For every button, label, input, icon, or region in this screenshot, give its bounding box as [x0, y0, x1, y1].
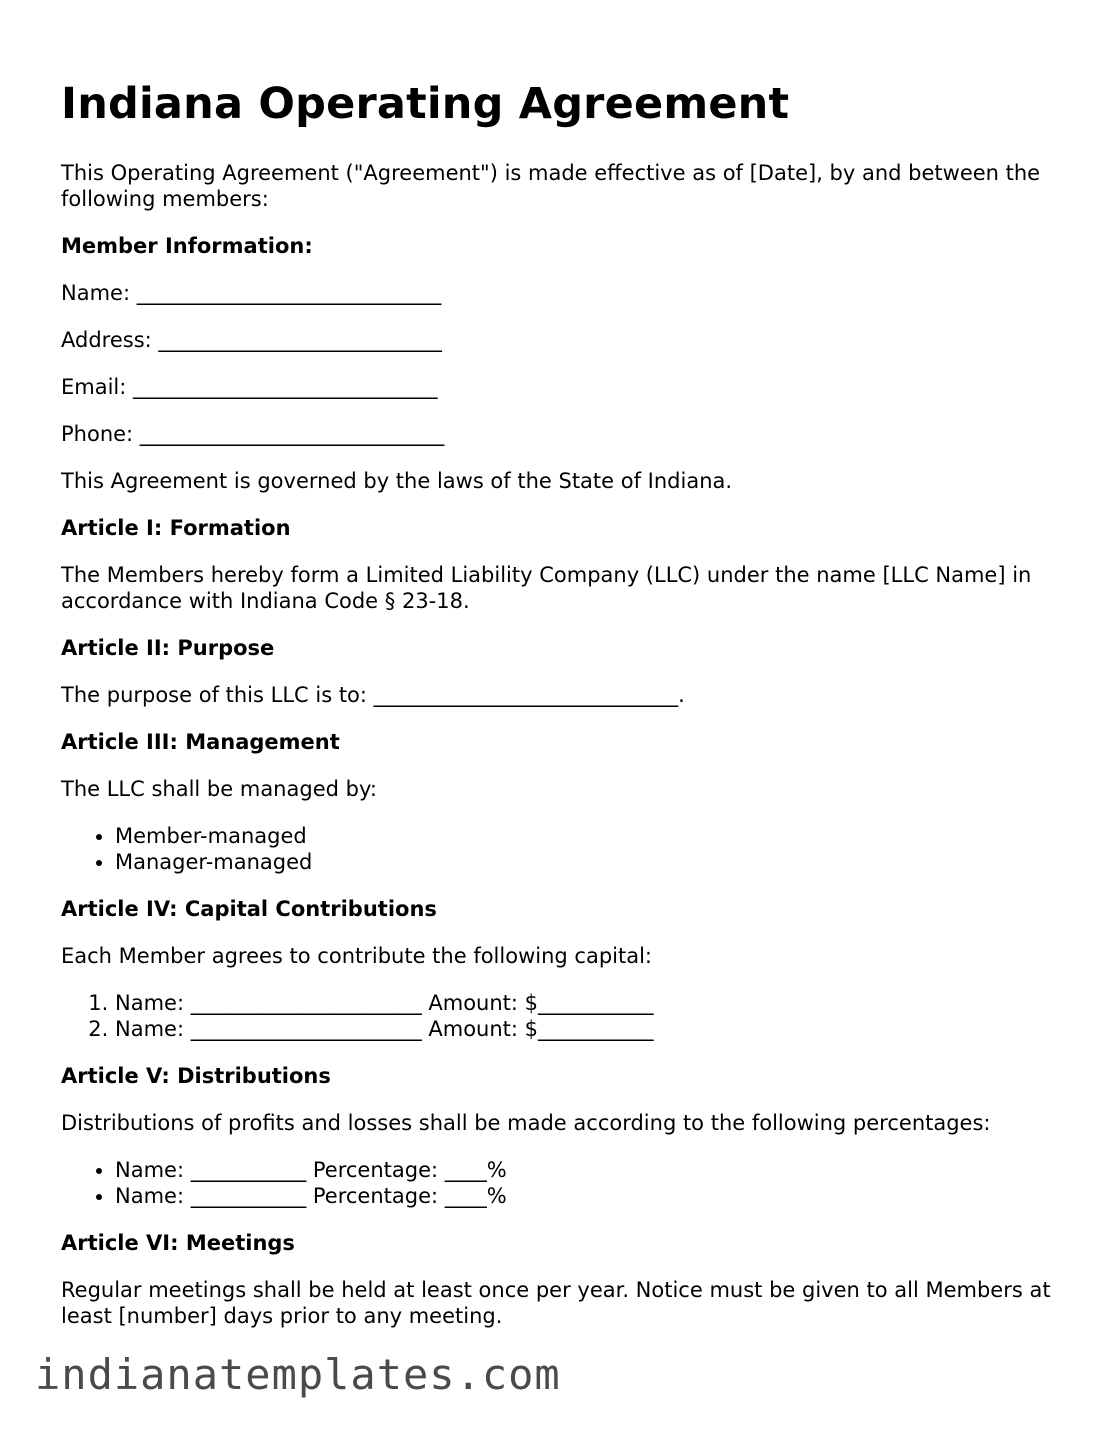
governing-law-paragraph: This Agreement is governed by the laws of the State of Indiana. [61, 469, 733, 493]
document [61, 78, 1051, 1350]
article-5-heading: Article V: Distributions [61, 1064, 331, 1088]
member-phone-field: Phone: _____________________________ [61, 422, 445, 446]
list-item: • Name: ___________ Percentage: ____% [115, 1157, 1051, 1183]
list-item: • Manager-managed [115, 849, 1051, 875]
article-6-heading: Article VI: Meetings [61, 1231, 295, 1255]
distributions-list [61, 1157, 1051, 1209]
member-email-field: Email: _____________________________ [61, 375, 438, 399]
member-info-heading: Member Information: [61, 234, 313, 258]
list-item: • Member-managed [115, 823, 1051, 849]
article-6-text: Regular meetings shall be held at least once per year. Notice must be given to all Members at least [number] days prior to any meeting. [61, 1278, 1051, 1328]
article-1-text: The Members hereby form a Limited Liability Company (LLC) under the name [LLC Name] in accordance with Indiana Code § 23-18. [61, 563, 1032, 613]
article-4-heading: Article IV: Capital Contributions [61, 897, 437, 921]
article-2-text: The purpose of this LLC is to: _____________________________. [61, 683, 685, 707]
intro-paragraph: This Operating Agreement ("Agreement") is made effective as of [Date], by and between the following members: [61, 161, 1041, 211]
member-address-field: Address: ___________________________ [61, 328, 442, 352]
article-3-heading: Article III: Management [61, 730, 340, 754]
article-5-text: Distributions of profits and losses shall be made according to the following percentages: [61, 1111, 991, 1135]
article-3-text: The LLC shall be managed by: [61, 777, 377, 801]
management-options-list [61, 823, 1051, 875]
list-item: 2. Name: ______________________ Amount: $___________ [115, 1016, 1051, 1042]
article-2-heading: Article II: Purpose [61, 636, 275, 660]
document-title: Indiana Operating Agreement [61, 79, 790, 129]
member-name-field: Name: _____________________________ [61, 281, 442, 305]
list-item: 1. Name: ______________________ Amount: $___________ [115, 990, 1051, 1016]
list-item: • Name: ___________ Percentage: ____% [115, 1183, 1051, 1209]
site-watermark: indianatemplates.com [35, 1350, 561, 1399]
article-1-heading: Article I: Formation [61, 516, 291, 540]
capital-contributions-list [61, 990, 1051, 1042]
article-4-text: Each Member agrees to contribute the following capital: [61, 944, 652, 968]
